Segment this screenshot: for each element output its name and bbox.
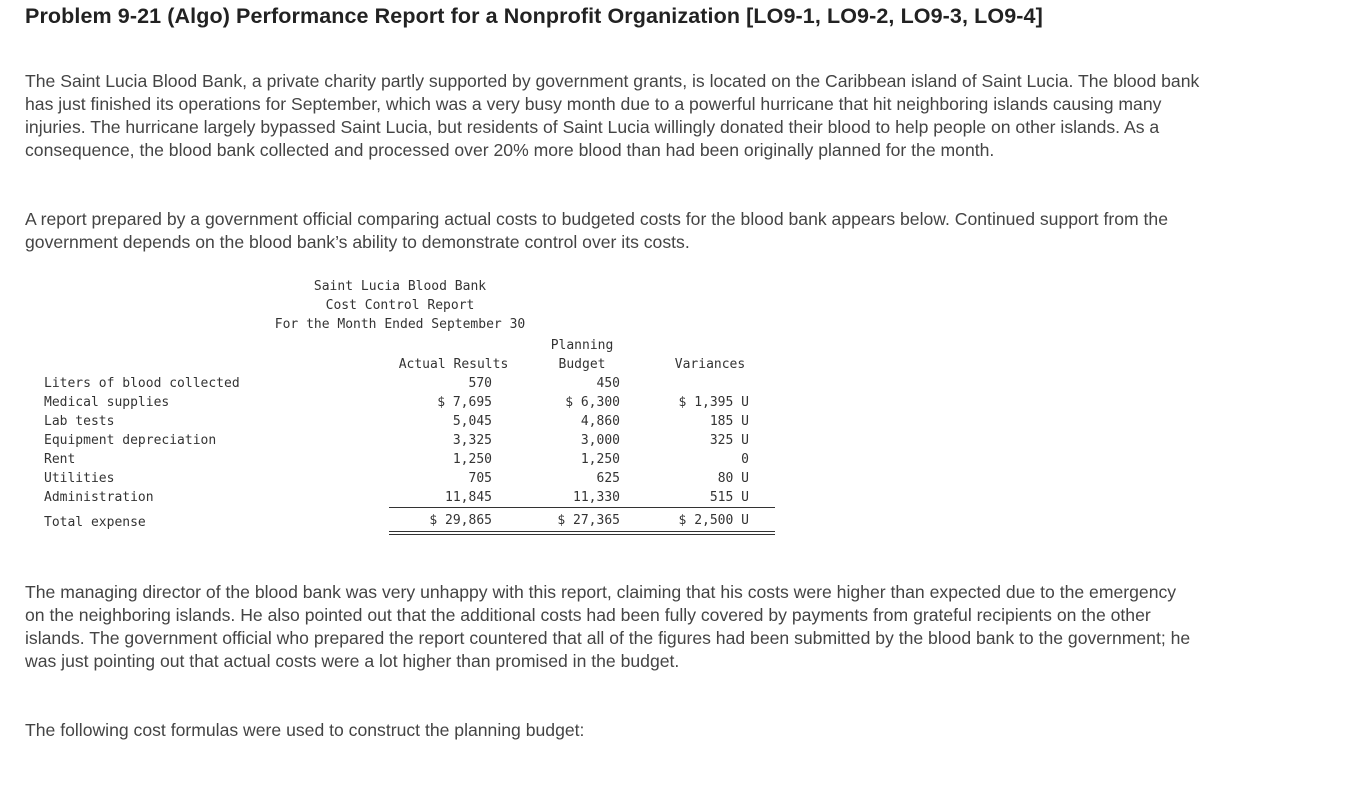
total-budget: $ 27,365 (557, 513, 620, 528)
row-label: Utilities (44, 471, 115, 486)
actual-value: 570 (468, 376, 492, 391)
report-title: Cost Control Report (325, 298, 475, 313)
total-variance: $ 2,500 U (678, 513, 749, 528)
budget-value: $ 6,300 (565, 395, 620, 410)
row-label: Medical supplies (44, 395, 170, 410)
budget-value: 11,330 (573, 490, 620, 505)
director-paragraph: The managing director of the blood bank was very unhappy with this report, claiming that his costs were higher than expected due to the emergency on the neighboring islands. He also pointed out that the additional costs had been fully covered by payments from grateful recipients on the other islands. The government official who prepared the report countered that all of the figures had been submitted by the blood bank to the government; he was just pointing out that actual costs were a lot higher than promised in the budget. (25, 582, 1191, 671)
row-label: Equipment depreciation (44, 433, 217, 448)
report-company-name: Saint Lucia Blood Bank (313, 279, 487, 294)
col-header-actual: Actual Results (398, 357, 509, 372)
subtotal-rule (389, 507, 775, 508)
budget-value: 4,860 (580, 414, 620, 429)
budget-value: 1,250 (580, 452, 620, 467)
total-label: Total expense (44, 515, 146, 530)
row-label: Liters of blood collected (44, 376, 240, 391)
actual-value: 3,325 (452, 433, 492, 448)
variance-value: 515 U (709, 490, 749, 505)
problem-title: Problem 9-21 (Algo) Performance Report for a Nonprofit Organization [LO9-1, LO9-2, LO9-3, LO9-4] (25, 4, 1043, 28)
actual-value: 1,250 (452, 452, 492, 467)
row-label: Administration (44, 490, 154, 505)
actual-value: 11,845 (445, 490, 492, 505)
actual-value: 5,045 (452, 414, 492, 429)
row-label: Lab tests (44, 414, 115, 429)
budget-value: 3,000 (580, 433, 620, 448)
col-header-budget: Budget (558, 357, 606, 372)
col-header-planning: Planning (550, 338, 614, 353)
col-header-variances: Variances (674, 357, 746, 372)
budget-value: 450 (596, 376, 620, 391)
report-period: For the Month Ended September 30 (274, 317, 526, 332)
formulas-paragraph: The following cost formulas were used to construct the planning budget: (25, 720, 585, 740)
variance-value: $ 1,395 U (678, 395, 749, 410)
row-label: Rent (44, 452, 76, 467)
double-rule-top (389, 531, 775, 532)
variance-value: 185 U (709, 414, 749, 429)
report-intro-paragraph: A report prepared by a government official comparing actual costs to budgeted costs for the blood bank appears below. Continued support from the government depends on the blood bank’s ability to demonstrate control over its costs. (25, 209, 1168, 252)
variance-value: 80 U (717, 471, 749, 486)
total-actual: $ 29,865 (429, 513, 492, 528)
intro-paragraph: The Saint Lucia Blood Bank, a private charity partly supported by government grants, is located on the Caribbean island of Saint Lucia. The blood bank has just finished its operations for September, which was a very busy month due to a powerful hurricane that hit neighboring islands causing many injuries. The hurricane largely bypassed Saint Lucia, but residents of Saint Lucia willingly donated their blood to help people on other islands. As a consequence, the blood bank collected and processed over 20% more blood than had been originally planned for the month. (25, 71, 1200, 160)
variance-value: 0 (741, 452, 749, 467)
budget-value: 625 (596, 471, 620, 486)
variance-value: 325 U (709, 433, 749, 448)
double-rule-bottom (389, 534, 775, 535)
actual-value: $ 7,695 (437, 395, 492, 410)
actual-value: 705 (468, 471, 492, 486)
